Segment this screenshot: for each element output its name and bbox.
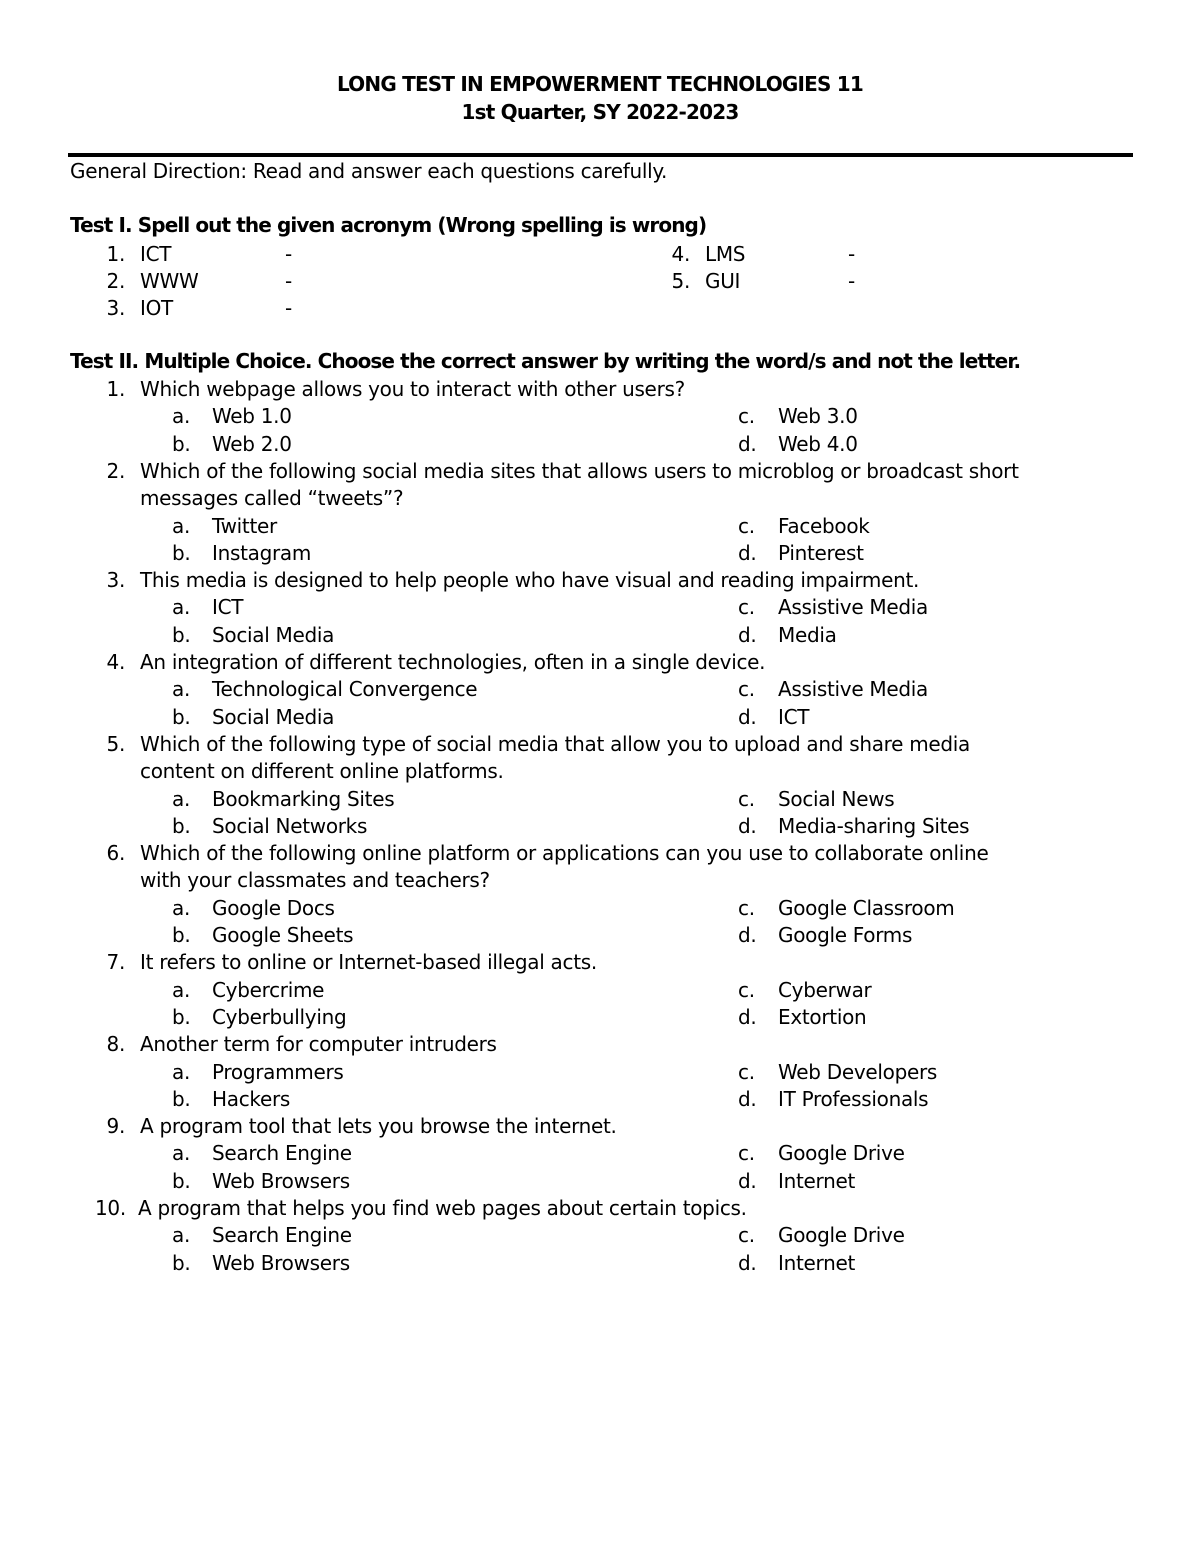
answer-option <box>738 676 1118 703</box>
question-text <box>100 731 1130 758</box>
exam-quarter: 1st Quarter, SY 2022-2023 <box>461 100 739 124</box>
option-letter: a. <box>172 895 191 920</box>
answer-option <box>172 704 552 731</box>
acronym-text: LMS <box>705 242 746 266</box>
acronym-text: ICT <box>140 242 172 266</box>
option-letter: b. <box>172 622 191 647</box>
answer-option <box>738 1222 1118 1249</box>
acronym-item <box>665 241 868 268</box>
option-letter: d. <box>738 1086 757 1111</box>
option-text: Assistive Media <box>778 595 928 620</box>
answer-option <box>172 1222 552 1249</box>
option-letter: c. <box>738 513 755 538</box>
answer-option <box>738 704 1118 731</box>
option-letter: d. <box>738 540 757 565</box>
acronym-text: GUI <box>705 269 741 293</box>
answer-option <box>738 922 1118 949</box>
option-letter: d. <box>738 1250 757 1275</box>
option-letter: b. <box>172 1168 191 1193</box>
answer-dash: - <box>848 269 855 293</box>
answer-option <box>738 431 1118 458</box>
answer-option <box>172 1059 552 1086</box>
answer-option <box>172 1168 552 1195</box>
option-letter: d. <box>738 622 757 647</box>
option-text: Facebook <box>778 513 870 538</box>
option-text: Cyberwar <box>778 977 872 1002</box>
option-text: Media <box>778 622 837 647</box>
question-line: Which of the following social media sites that allows users to microblog or broadcast short <box>140 458 1019 483</box>
answer-option <box>172 977 552 1004</box>
acronym-item <box>665 268 868 295</box>
header-divider <box>68 153 1133 157</box>
item-number: 5. <box>671 269 690 293</box>
option-text: Web 4.0 <box>778 431 858 456</box>
question-text <box>100 458 1130 485</box>
option-text: Cyberbullying <box>212 1004 347 1029</box>
question-line: Another term for computer intruders <box>140 1032 497 1057</box>
option-text: Programmers <box>212 1059 344 1084</box>
option-text: Social Media <box>212 622 335 647</box>
option-letter: b. <box>172 1004 191 1029</box>
option-text: Google Drive <box>778 1223 905 1248</box>
option-letter: c. <box>738 404 755 429</box>
answer-option <box>738 895 1118 922</box>
item-number: 4. <box>671 242 690 266</box>
option-letter: d. <box>738 431 757 456</box>
option-text: Google Docs <box>212 895 335 920</box>
option-text: Web 2.0 <box>212 431 292 456</box>
exam-title: LONG TEST IN EMPOWERMENT TECHNOLOGIES 11 <box>336 72 864 96</box>
general-direction: General Direction: Read and answer each questions carefully. <box>70 159 668 183</box>
option-text: Web 1.0 <box>212 404 292 429</box>
option-letter: b. <box>172 540 191 565</box>
question-text <box>100 567 1130 594</box>
option-letter: a. <box>172 677 191 702</box>
answer-dash: - <box>285 269 292 293</box>
option-letter: c. <box>738 1059 755 1084</box>
answer-option <box>172 676 552 703</box>
answer-option <box>172 813 552 840</box>
question-text <box>95 1195 1130 1222</box>
answer-option <box>172 513 552 540</box>
answer-option <box>738 1059 1118 1086</box>
question-number: 4. <box>106 650 125 674</box>
option-letter: d. <box>738 813 757 838</box>
option-text: Extortion <box>778 1004 867 1029</box>
option-text: IT Professionals <box>778 1086 929 1111</box>
answer-option <box>738 403 1118 430</box>
answer-option <box>172 1140 552 1167</box>
question-number: 8. <box>106 1032 125 1057</box>
option-text: Google Sheets <box>212 923 354 947</box>
option-letter: a. <box>172 595 191 620</box>
option-text: Search Engine <box>212 1223 352 1248</box>
question-number: 9. <box>106 1114 125 1139</box>
question-number: 1. <box>106 377 125 401</box>
option-text: Web Browsers <box>212 1168 350 1193</box>
answer-option <box>172 431 552 458</box>
question-line: This media is designed to help people who have visual and reading impairment. <box>140 568 920 593</box>
answer-option <box>738 813 1118 840</box>
option-text: Social Networks <box>212 813 368 838</box>
option-text: ICT <box>778 704 810 729</box>
option-text: Twitter <box>212 513 277 538</box>
question-text <box>100 1031 1130 1058</box>
option-text: Internet <box>778 1250 856 1275</box>
answer-option <box>172 622 552 649</box>
question-line: Which of the following type of social media that allow you to upload and share media <box>140 731 971 756</box>
question-text <box>100 1113 1130 1140</box>
option-letter: a. <box>172 977 191 1002</box>
option-text: Google Forms <box>778 923 913 947</box>
question-line: with your classmates and teachers? <box>140 868 490 893</box>
option-letter: a. <box>172 1141 191 1166</box>
answer-option <box>738 1086 1118 1113</box>
option-letter: c. <box>738 786 755 811</box>
option-text: Assistive Media <box>778 677 928 702</box>
question-line: A program tool that lets you browse the internet. <box>140 1114 617 1139</box>
item-number: 2. <box>106 269 125 293</box>
answer-option <box>172 540 552 567</box>
option-letter: a. <box>172 786 191 811</box>
option-letter: b. <box>172 923 191 947</box>
option-text: Pinterest <box>778 540 864 565</box>
answer-option <box>172 403 552 430</box>
question-line: An integration of different technologies, often in a single device. <box>140 650 766 674</box>
answer-dash: - <box>285 296 292 320</box>
option-letter: b. <box>172 704 191 729</box>
option-letter: b. <box>172 813 191 838</box>
question-number: 7. <box>106 950 125 975</box>
option-letter: c. <box>738 977 755 1002</box>
question-number: 2. <box>106 458 125 483</box>
answer-option <box>738 513 1118 540</box>
option-text: Web Browsers <box>212 1250 350 1275</box>
option-letter: d. <box>738 1168 757 1193</box>
question-line: messages called “tweets”? <box>140 486 404 511</box>
option-letter: a. <box>172 1059 191 1084</box>
answer-option <box>172 594 552 621</box>
option-text: Bookmarking Sites <box>212 786 395 811</box>
option-letter: d. <box>738 1004 757 1029</box>
option-letter: b. <box>172 1086 191 1111</box>
answer-option <box>738 977 1118 1004</box>
option-letter: d. <box>738 923 757 947</box>
question-line: Which webpage allows you to interact with other users? <box>140 377 685 401</box>
option-text: Internet <box>778 1168 856 1193</box>
question-number: 10. <box>95 1196 126 1220</box>
answer-option <box>738 786 1118 813</box>
question-line: It refers to online or Internet-based illegal acts. <box>140 950 597 975</box>
option-text: Social News <box>778 786 895 811</box>
answer-option <box>738 1250 1118 1277</box>
option-letter: c. <box>738 677 755 702</box>
answer-option <box>738 1004 1118 1031</box>
option-text: Google Drive <box>778 1141 905 1166</box>
question-number: 5. <box>106 731 125 756</box>
option-text: Web 3.0 <box>778 404 858 429</box>
question-text-continued <box>100 485 1130 512</box>
test2-title: Test II. Multiple Choice. Choose the correct answer by writing the word/s and not the letter. <box>70 349 1021 373</box>
answer-option <box>738 1168 1118 1195</box>
answer-option <box>172 1086 552 1113</box>
answer-option <box>738 540 1118 567</box>
answer-option <box>172 786 552 813</box>
option-letter: a. <box>172 513 191 538</box>
option-text: Technological Convergence <box>212 677 478 702</box>
option-letter: c. <box>738 595 755 620</box>
answer-option <box>172 895 552 922</box>
acronym-text: WWW <box>140 269 199 293</box>
answer-option <box>172 922 552 949</box>
answer-option <box>738 622 1118 649</box>
option-text: Hackers <box>212 1086 291 1111</box>
option-text: Google Classroom <box>778 895 955 920</box>
question-line: content on different online platforms. <box>140 759 504 784</box>
answer-option <box>172 1004 552 1031</box>
item-number: 3. <box>106 296 125 320</box>
option-text: Social Media <box>212 704 335 729</box>
test1-title: Test I. Spell out the given acronym (Wrong spelling is wrong) <box>70 213 707 237</box>
option-text: Search Engine <box>212 1141 352 1166</box>
question-text <box>100 649 1130 676</box>
option-letter: c. <box>738 1141 755 1166</box>
acronym-text: IOT <box>140 296 173 320</box>
option-letter: a. <box>172 1223 191 1248</box>
option-text: ICT <box>212 595 244 620</box>
question-number: 3. <box>106 568 125 593</box>
option-letter: a. <box>172 404 191 429</box>
option-letter: c. <box>738 895 755 920</box>
option-text: Instagram <box>212 540 312 565</box>
acronym-item <box>100 241 305 268</box>
answer-option <box>738 594 1118 621</box>
answer-dash: - <box>848 242 855 266</box>
option-letter: b. <box>172 431 191 456</box>
answer-option <box>172 1250 552 1277</box>
option-text: Cybercrime <box>212 977 325 1002</box>
item-number: 1. <box>106 242 125 266</box>
option-text: Media-sharing Sites <box>778 813 970 838</box>
answer-dash: - <box>285 242 292 266</box>
question-text-continued <box>100 758 1130 785</box>
acronym-item <box>100 268 305 295</box>
question-text-continued <box>100 867 1130 894</box>
answer-option <box>738 1140 1118 1167</box>
question-text <box>100 840 1130 867</box>
question-line: Which of the following online platform or applications can you use to collaborate online <box>140 841 989 866</box>
option-letter: c. <box>738 1223 755 1248</box>
question-line: A program that helps you find web pages about certain topics. <box>138 1196 747 1220</box>
option-letter: d. <box>738 704 757 729</box>
option-text: Web Developers <box>778 1059 938 1084</box>
question-text <box>100 949 1130 976</box>
question-number: 6. <box>106 841 125 866</box>
option-letter: b. <box>172 1250 191 1275</box>
acronym-item <box>100 295 305 322</box>
question-text <box>100 376 1130 403</box>
